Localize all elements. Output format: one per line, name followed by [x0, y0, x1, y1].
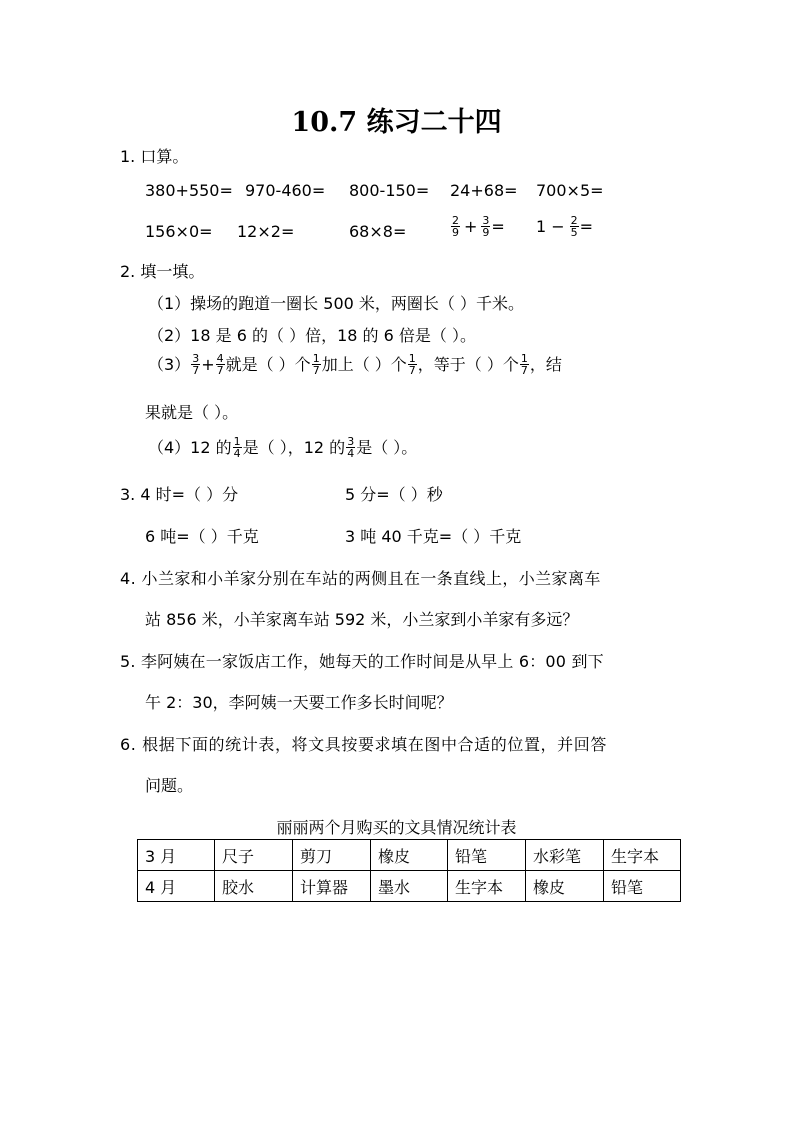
q3-item: 6 吨=（ ）千克: [145, 527, 259, 546]
fraction: $\frac{1}{7}$: [520, 352, 528, 377]
q3-item: 5 分=（ ）秒: [345, 485, 443, 504]
fraction: $\frac{3}{7}$: [192, 352, 200, 377]
q3-item: 3. 4 时=（ ）分: [120, 485, 239, 504]
fraction: $\frac{2}{9}$: [452, 214, 459, 239]
q2-part-3: （3） $\frac{3}{7}$ + $\frac{4}{7}$ 就是（ ）个 $\frac{1}{7}$ 加上（ ）个 $\frac{1}{7}$ ，等于（ ）个 $\frac{1}{7}$ ，结: [148, 352, 562, 377]
fraction: $\frac{3}{4}$: [347, 435, 355, 460]
q1-item: 68×8=: [349, 222, 407, 241]
table-cell: 计算器: [293, 871, 371, 902]
q1-item: 800-150=: [349, 181, 430, 200]
table-cell: 橡皮: [526, 871, 604, 902]
table-cell: 尺子: [215, 840, 293, 871]
q4-line-2: 站 856 米，小羊家离车站 592 米，小兰家到小羊家有多远？: [145, 610, 579, 629]
table-cell: 3 月: [138, 840, 215, 871]
page-title: 10.7 练习二十四: [291, 107, 502, 138]
fraction: $\frac{1}{7}$: [312, 352, 320, 377]
q1-item: 970-460=: [245, 181, 326, 200]
q1-item: 12×2=: [237, 222, 295, 241]
q1-item: 24+68=: [450, 181, 518, 200]
q3-item: 3 吨 40 千克=（ ）千克: [345, 527, 522, 546]
q5-line-1: 5. 李阿姨在一家饭店工作，她每天的工作时间是从早上 6：00 到下: [120, 652, 604, 671]
q1-item: 380+550=: [145, 181, 233, 200]
q2-part-2: （2）18 是 6 的（ ）倍，18 的 6 倍是（ ）。: [148, 326, 476, 345]
table-cell: 剪刀: [293, 840, 371, 871]
stationery-table: [137, 839, 681, 902]
fraction: $\frac{4}{7}$: [216, 352, 224, 377]
q1-fraction-diff: 1 − $\frac{2}{5}$ =: [536, 214, 594, 239]
table-cell: 水彩笔: [526, 840, 604, 871]
q1-fraction-sum: $\frac{2}{9}$ + $\frac{3}{9}$ =: [452, 214, 505, 239]
q4-line-1: 4. 小兰家和小羊家分别在车站的两侧且在一条直线上，小兰家离车: [120, 569, 601, 588]
q1-item: 156×0=: [145, 222, 213, 241]
table-caption: 丽丽两个月购买的文具情况统计表: [276, 818, 517, 837]
table-cell: 4 月: [138, 871, 215, 902]
q5-line-2: 午 2：30，李阿姨一天要工作多长时间呢？: [145, 693, 453, 712]
table-cell: 生字本: [448, 871, 526, 902]
fraction: $\frac{2}{5}$: [570, 214, 578, 239]
table-cell: 橡皮: [371, 840, 448, 871]
q2-part-4: （4）12 的 $\frac{1}{4}$ 是（ ），12 的 $\frac{3}{4}$ 是（ ）。: [148, 435, 418, 460]
q2-part-3-continued: 果就是（ ）。: [145, 403, 239, 422]
table-cell: 墨水: [371, 871, 448, 902]
table-row: [138, 840, 681, 871]
q6-line-2: 问题。: [145, 776, 194, 795]
table-cell: 生字本: [604, 840, 681, 871]
table-row: [138, 871, 681, 902]
q1-item: 700×5=: [536, 181, 604, 200]
fraction: $\frac{3}{9}$: [482, 214, 490, 239]
q6-line-1: 6. 根据下面的统计表，将文具按要求填在图中合适的位置，并回答: [120, 735, 607, 754]
table-cell: 胶水: [215, 871, 293, 902]
table-cell: 铅笔: [448, 840, 526, 871]
table-cell: 铅笔: [604, 871, 681, 902]
q2-label: 2. 填一填。: [120, 262, 205, 281]
q1-label: 1. 口算。: [120, 147, 189, 166]
fraction: $\frac{1}{4}$: [233, 435, 241, 460]
fraction: $\frac{1}{7}$: [408, 352, 416, 377]
q2-part-1: （1）操场的跑道一圈长 500 米，两圈长（ ）千米。: [148, 294, 524, 313]
